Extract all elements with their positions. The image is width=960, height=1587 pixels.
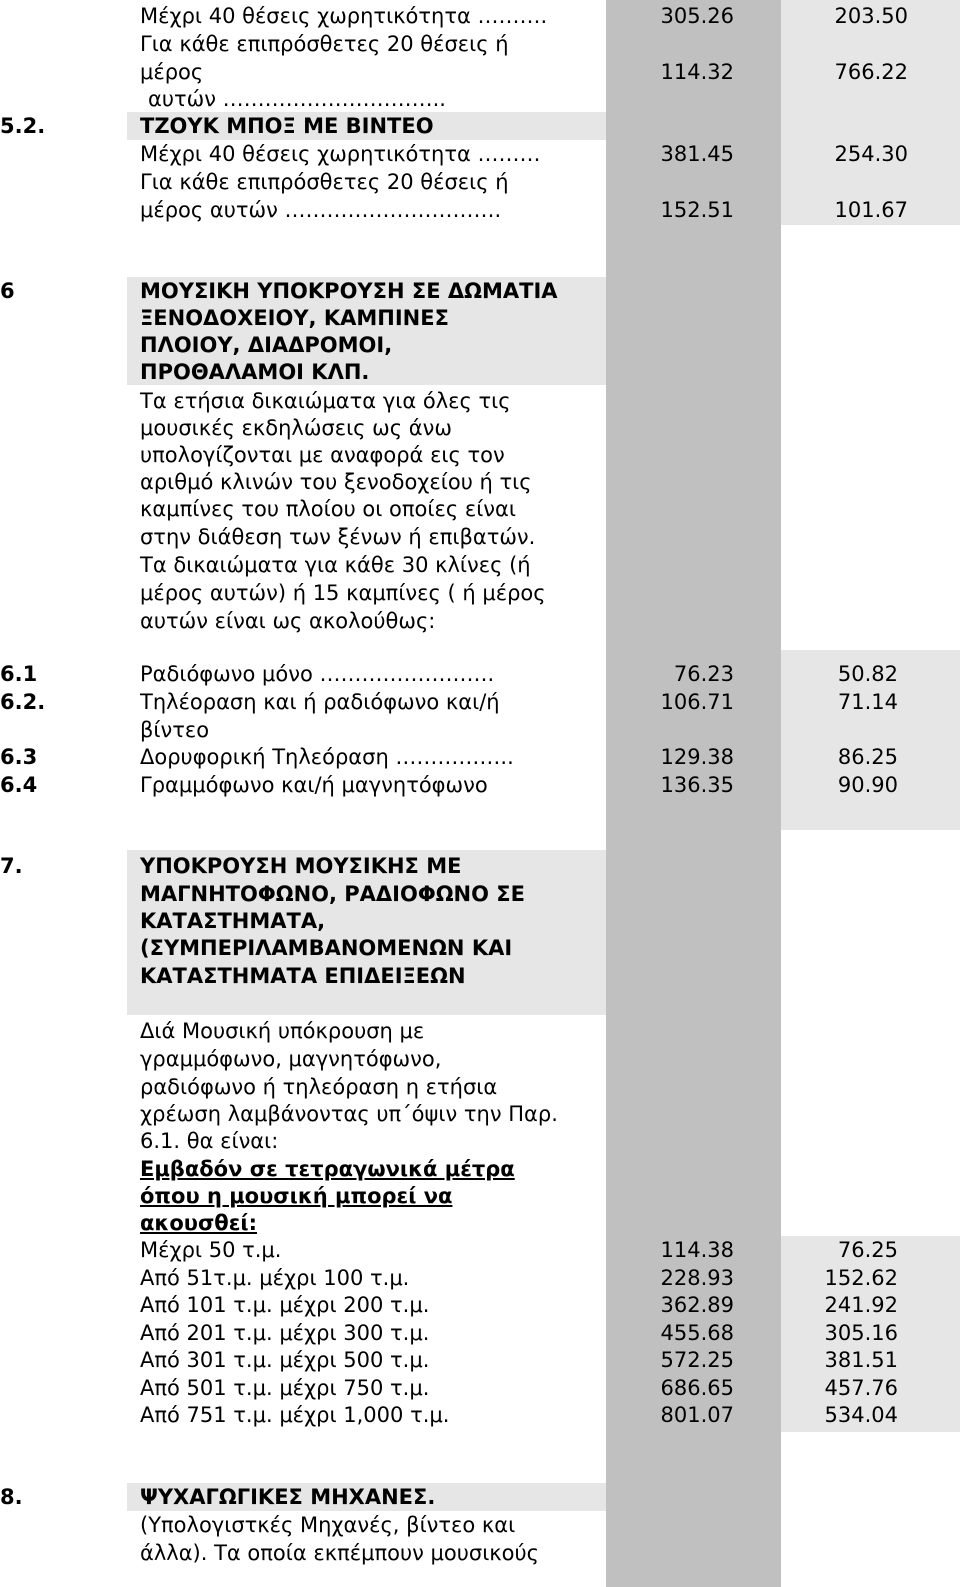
row-6-4-number: 6.4 [0,773,38,797]
area-heading-3: ακουσθεί: [140,1211,258,1235]
area-row-4-label: Από 201 τ.μ. μέχρι 300 τ.μ. [140,1321,430,1345]
area-row-2-label: Από 51τ.μ. μέχρι 100 τ.μ. [140,1266,410,1290]
value-a3-col2: 766.22 [834,60,908,84]
value-a7-col1: 152.51 [660,198,734,222]
area-row-1-col2: 76.25 [837,1238,898,1262]
area-row-4-col2: 305.16 [824,1321,898,1345]
area-row-6-col1: 686.65 [660,1376,734,1400]
area-row-7-label: Από 751 τ.μ. μέχρι 1,000 τ.μ. [140,1403,450,1427]
section-6-body-3: υπολογίζονται με αναφορά εις τον [140,443,505,467]
area-row-7-col2: 534.04 [824,1403,898,1427]
row-6-3-col2: 86.25 [837,745,898,769]
row-6-2-number: 6.2. [0,690,46,714]
section-52-number: 5.2. [0,114,46,138]
area-row-6-label: Από 501 τ.μ. μέχρι 750 τ.μ. [140,1376,430,1400]
section-7-number: 7. [0,854,23,878]
section-6-body-1: Τα ετήσια δικαιώματα για όλες τις [140,389,511,413]
section-6-body-8: μέρος αυτών) ή 15 καμπίνες ( ή μέρος [140,581,546,605]
value-a5-col1: 381.45 [660,142,734,166]
section-6-body-4: αριθμό κλινών του ξενοδοχείου ή τις [140,470,532,494]
row-6-4-label: Γραμμόφωνο και/ή μαγνητόφωνο [140,773,488,797]
area-row-7-col1: 801.07 [660,1403,734,1427]
row-6-4-col2: 90.90 [837,773,898,797]
row-6-1-label: Ραδιόφωνο μόνο ……………………. [140,662,495,686]
line-a5: Μέχρι 40 θέσεις χωρητικότητα ……… [140,142,541,166]
row-6-4-col1: 136.35 [660,773,734,797]
section-8-body-2: άλλα). Τα οποία εκπέμπουν μουσικούς [140,1541,539,1565]
line-a7: μέρος αυτών …………………………. [140,198,502,222]
area-row-2-col2: 152.62 [824,1266,898,1290]
area-row-5-col2: 381.51 [824,1348,898,1372]
row-6-1-number: 6.1 [0,662,38,686]
section-6-body-7: Τα δικαιώματα για κάθε 30 κλίνες (ή [140,553,531,577]
row-6-3-number: 6.3 [0,745,38,769]
section-7-body-5: 6.1. θα είναι: [140,1129,279,1153]
section-7-title-3: ΚΑΤΑΣΤΗΜΑΤΑ, [140,909,326,933]
value-a1-col1: 305.26 [660,4,734,28]
area-heading-1: Εμβαδόν σε τετραγωνικά μέτρα [140,1157,515,1181]
row-6-1-col1: 76.23 [673,662,734,686]
area-row-3-col2: 241.92 [824,1293,898,1317]
row-6-2-col1: 106.71 [660,690,734,714]
section-6-body-5: καμπίνες του πλοίου οι οποίες είναι [140,497,516,521]
section-6-body-2: μουσικές εκδηλώσεις ως άνω [140,416,452,440]
row-6-1-col2: 50.82 [837,662,898,686]
value-a7-col2: 101.67 [834,198,908,222]
section-8-number: 8. [0,1485,23,1509]
section-6-body-9: αυτών είναι ως ακολούθως: [140,609,436,633]
line-a2: Για κάθε επιπρόσθετες 20 θέσεις ή [140,32,509,56]
section-8-title: ΨΥΧΑΓΩΓΙΚΕΣ ΜΗΧΑΝΕΣ. [140,1485,436,1509]
line-a4: αυτών ………………………….. [148,87,446,111]
section-7-body-4: χρέωση λαμβάνοντας υπ΄όψιν την Παρ. [140,1102,558,1126]
section-7-title-4: (ΣΥΜΠΕΡΙΛΑΜΒΑΝΟΜΕΝΩΝ ΚΑΙ [140,936,513,960]
row-6-3-label: Δορυφορική Τηλεόραση …………….. [140,745,514,769]
section-6-number: 6 [0,279,15,303]
area-row-1-label: Μέχρι 50 τ.μ. [140,1238,282,1262]
area-row-3-col1: 362.89 [660,1293,734,1317]
area-row-5-label: Από 301 τ.μ. μέχρι 500 τ.μ. [140,1348,430,1372]
section-7-body-2: γραμμόφωνο, μαγνητόφωνο, [140,1047,442,1071]
row-6-2-col2: 71.14 [837,690,898,714]
section-7-title-2: ΜΑΓΝΗΤΟΦΩΝΟ, ΡΑΔΙΟΦΩΝΟ ΣΕ [140,882,525,906]
section-6-title-4: ΠΡΟΘΑΛΑΜΟΙ ΚΛΠ. [140,360,370,384]
section-8-body-1: (Υπολογιστκές Μηχανές, βίντεο και [140,1513,516,1537]
section-6-title-3: ΠΛΟΙΟΥ, ΔΙΑΔΡΟΜΟΙ, [140,333,393,357]
section-52-title: ΤΖΟΥΚ ΜΠΟΞ ΜΕ ΒΙΝΤΕΟ [140,114,434,138]
area-row-2-col1: 228.93 [660,1266,734,1290]
section-6-title-2: ΞΕΝΟΔΟΧΕΙΟΥ, ΚΑΜΠΙΝΕΣ [140,306,449,330]
section-6-title-1: ΜΟΥΣΙΚΗ ΥΠΟΚΡΟΥΣΗ ΣΕ ΔΩΜΑΤΙΑ [140,279,558,303]
section-7-title-5: ΚΑΤΑΣΤΗΜΑΤΑ ΕΠΙΔΕΙΞΕΩΝ [140,964,466,988]
value-a1-col2: 203.50 [834,4,908,28]
area-row-1-col1: 114.38 [660,1238,734,1262]
area-row-6-col2: 457.76 [824,1376,898,1400]
row-6-3-col1: 129.38 [660,745,734,769]
line-a3: μέρος [140,60,204,84]
section-6-body-6: στην διάθεση των ξένων ή επιβατών. [140,525,536,549]
row-6-2-label-cont: βίντεο [140,718,210,742]
section-7-title-1: ΥΠΟΚΡΟΥΣΗ ΜΟΥΣΙΚΗΣ ΜΕ [140,854,462,878]
area-row-3-label: Από 101 τ.μ. μέχρι 200 τ.μ. [140,1293,430,1317]
line-a6: Για κάθε επιπρόσθετες 20 θέσεις ή [140,170,509,194]
section-7-body-3: ραδιόφωνο ή τηλεόραση η ετήσια [140,1075,498,1099]
area-row-4-col1: 455.68 [660,1321,734,1345]
column-2-shade [781,0,960,225]
line-a1: Μέχρι 40 θέσεις χωρητικότητα ………. [140,4,548,28]
value-a3-col1: 114.32 [660,60,734,84]
area-heading-2: όπου η μουσική μπορεί να [140,1184,453,1208]
value-a5-col2: 254.30 [834,142,908,166]
section-7-body-1: Διά Μουσική υπόκρουση με [140,1019,425,1043]
area-row-5-col1: 572.25 [660,1348,734,1372]
row-6-2-label: Τηλέοραση και ή ραδιόφωνο και/ή [140,690,500,714]
